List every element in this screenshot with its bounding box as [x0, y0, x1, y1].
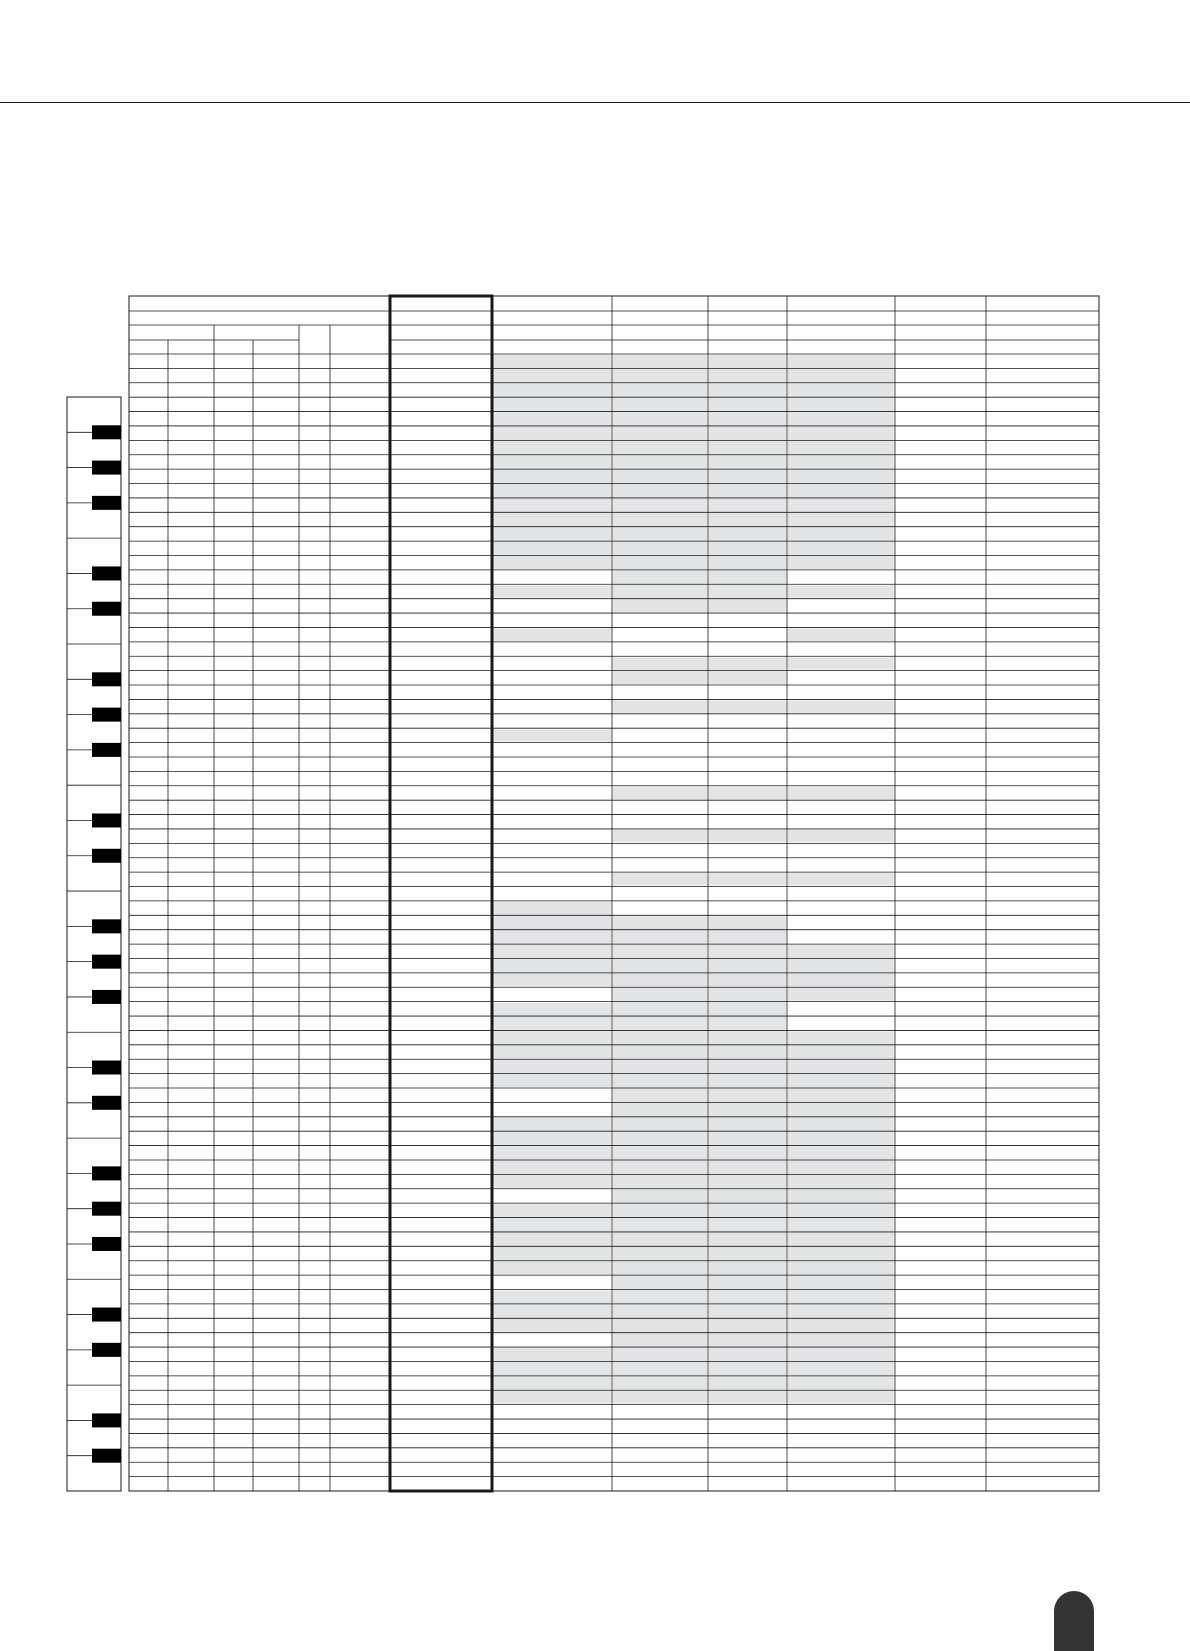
- shaded-cell: [493, 1291, 611, 1332]
- black-key: [92, 743, 121, 757]
- page-number-tab: [1054, 1591, 1094, 1651]
- black-key: [92, 1061, 121, 1075]
- black-key: [92, 1413, 121, 1427]
- shaded-cell: [788, 873, 894, 885]
- shaded-cell: [709, 873, 786, 885]
- keyboard-frame: [67, 397, 121, 1491]
- black-key: [92, 1308, 121, 1322]
- shaded-cell: [709, 700, 786, 712]
- shaded-cell: [788, 657, 894, 669]
- piano-keyboard: [67, 397, 121, 1491]
- black-key: [92, 849, 121, 863]
- shaded-cell: [788, 700, 894, 712]
- black-key: [92, 1096, 121, 1110]
- black-key: [92, 566, 121, 580]
- shaded-cell: [613, 830, 707, 842]
- black-key: [92, 672, 121, 686]
- shaded-cell: [788, 585, 894, 597]
- shaded-cell: [788, 355, 894, 569]
- black-key: [92, 1202, 121, 1216]
- shaded-cell: [613, 873, 707, 885]
- shaded-cell: [709, 787, 786, 799]
- highlighted-column-frame: [390, 296, 492, 1491]
- black-key: [92, 496, 121, 510]
- black-key: [92, 708, 121, 722]
- black-key: [92, 1343, 121, 1357]
- shaded-cell: [493, 1204, 611, 1274]
- black-key: [92, 1449, 121, 1463]
- black-key: [92, 990, 121, 1004]
- shaded-cell: [493, 355, 611, 569]
- shaded-cell: [493, 1118, 611, 1188]
- shaded-cell: [709, 830, 786, 842]
- black-key: [92, 602, 121, 616]
- shaded-cell: [613, 700, 707, 712]
- black-key: [92, 425, 121, 439]
- shaded-cell: [493, 729, 611, 741]
- shaded-cell: [788, 787, 894, 799]
- shaded-cell: [788, 830, 894, 842]
- black-key: [92, 1237, 121, 1251]
- shaded-cell: [788, 628, 894, 640]
- shaded-cell: [493, 585, 611, 597]
- black-key: [92, 813, 121, 827]
- shaded-cell: [613, 787, 707, 799]
- black-key: [92, 461, 121, 475]
- shaded-cell: [493, 628, 611, 640]
- black-key: [92, 919, 121, 933]
- black-key: [92, 1166, 121, 1180]
- black-key: [92, 955, 121, 969]
